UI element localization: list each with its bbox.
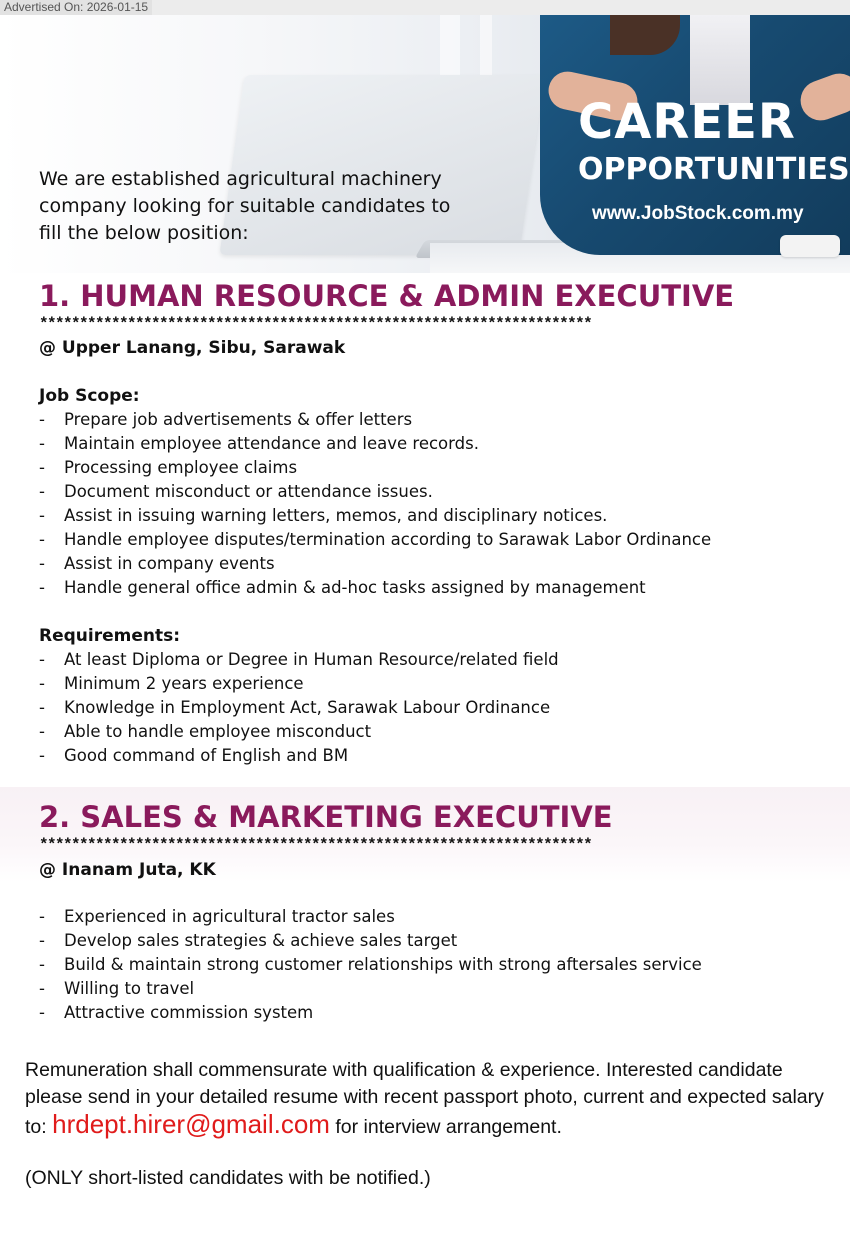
job1-divider: ********************************************************************* [39,315,592,333]
list-item: - Minimum 2 years experience [39,672,559,696]
job2-location: @ Inanam Juta, KK [39,860,216,880]
bullet-dash: - [39,907,45,926]
bullet-dash: - [39,746,45,765]
list-item: - Build & maintain strong customer relationships with strong aftersales service [39,953,702,977]
list-item: - Attractive commission system [39,1001,702,1025]
list-item: - Assist in company events [39,552,711,576]
list-item: - At least Diploma or Degree in Human Resource/related field [39,648,559,672]
bullet-dash: - [39,650,45,669]
bullet-dash: - [39,955,45,974]
email-link[interactable]: hrdept.hirer@gmail.com [52,1109,330,1139]
career-heading: CAREER [578,94,796,150]
list-item: - Processing employee claims [39,456,711,480]
list-item: - Handle general office admin & ad-hoc tasks assigned by management [39,576,711,600]
list-item: - Able to handle employee misconduct [39,720,559,744]
list-item: - Maintain employee attendance and leave records. [39,432,711,456]
job1-scope-list [39,408,711,600]
bullet-dash: - [39,482,45,501]
list-item: - Document misconduct or attendance issues. [39,480,711,504]
bullet-dash: - [39,1003,45,1022]
list-item: - Develop sales strategies & achieve sales target [39,929,702,953]
bullet-dash: - [39,698,45,717]
job1-requirements-list [39,648,559,768]
job2-title: 2. SALES & MARKETING EXECUTIVE [39,800,613,834]
list-item: - Knowledge in Employment Act, Sarawak Labour Ordinance [39,696,559,720]
bullet-dash: - [39,722,45,741]
job1-scope-heading: Job Scope: [39,386,140,406]
cup-image [780,235,840,257]
bullet-dash: - [39,554,45,573]
job2-divider: ********************************************************************* [39,836,592,854]
bullet-dash: - [39,578,45,597]
intro-text: We are established agricultural machinery company looking for suitable candidates to fill the below position: [39,168,451,244]
bullet-dash: - [39,506,45,525]
bullet-dash: - [39,458,45,477]
advertised-date: Advertised On: 2026-01-15 [0,0,152,15]
bullet-dash: - [39,434,45,453]
job1-title: 1. HUMAN RESOURCE & ADMIN EXECUTIVE [39,279,735,313]
bullet-dash: - [39,674,45,693]
shirt-image [690,15,750,105]
bullet-dash: - [39,530,45,549]
list-item: - Handle employee disputes/termination according to Sarawak Labor Ordinance [39,528,711,552]
list-item: - Willing to travel [39,977,702,1001]
job1-requirements-heading: Requirements: [39,626,181,646]
bullet-dash: - [39,979,45,998]
shortlist-note: (ONLY short-listed candidates with be notified.) [25,1167,431,1189]
opportunities-heading: OPPORTUNITIES [578,152,850,187]
bullet-dash: - [39,931,45,950]
remuneration-text: Remuneration shall commensurate with qualification & experience. Interested candidate please send in your detailed resume with recent passport photo, current and expected salary to: hrdept.hirer@gmail.com for interview arrangement. [25,1059,824,1139]
website-link[interactable]: www.JobStock.com.my [592,203,804,224]
list-item: - Good command of English and BM [39,744,559,768]
list-item: - Assist in issuing warning letters, memos, and disciplinary notices. [39,504,711,528]
bullet-dash: - [39,410,45,429]
list-item: - Experienced in agricultural tractor sales [39,905,702,929]
job2-list [39,905,702,1025]
list-item: - Prepare job advertisements & offer letters [39,408,711,432]
job1-location: @ Upper Lanang, Sibu, Sarawak [39,338,346,358]
